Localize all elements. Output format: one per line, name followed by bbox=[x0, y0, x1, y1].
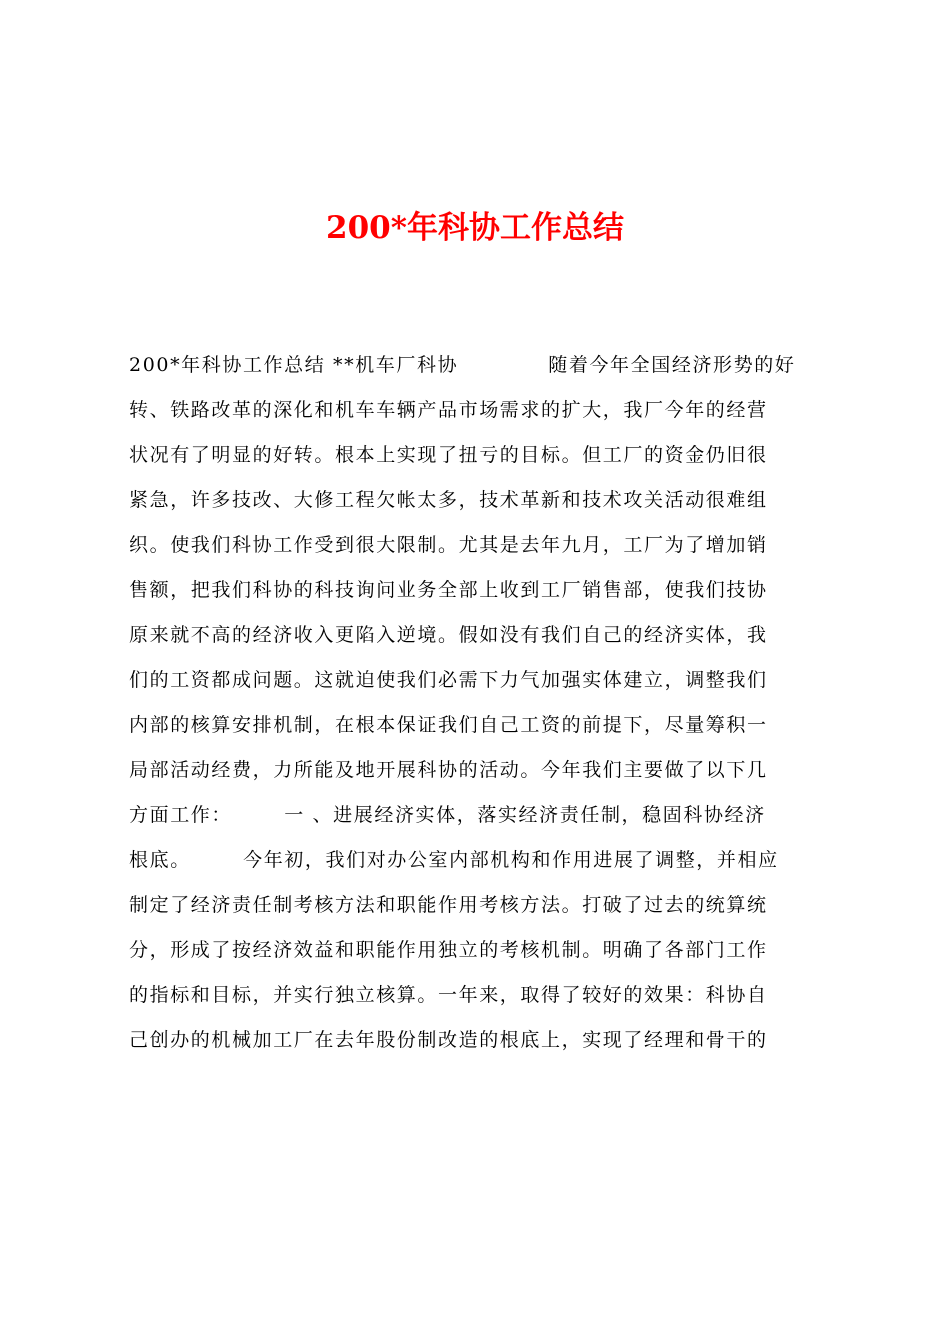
body-line: 转、铁路改革的深化和机车车辆产品市场需求的扩大，我厂今年的经营 bbox=[129, 399, 768, 421]
body-line: 局部活动经费，力所能及地开展科协的活动。今年我们主要做了以下几 bbox=[129, 759, 768, 781]
body-line: 200*年科协工作总结 **机车厂科协 随着今年全国经济形势的好 bbox=[129, 354, 796, 376]
body-line: 售额，把我们科协的科技询问业务全部上收到工厂销售部，使我们技协 bbox=[129, 579, 768, 601]
body-line: 根底。 今年初，我们对办公室内部机构和作用进展了调整，并相应 bbox=[129, 849, 779, 871]
body-line: 制定了经济责任制考核方法和职能作用考核方法。打破了过去的统算统 bbox=[129, 894, 768, 916]
body-line: 己创办的机械加工厂在去年股份制改造的根底上，实现了经理和骨干的 bbox=[129, 1029, 768, 1051]
body-line: 分，形成了按经济效益和职能作用独立的考核机制。明确了各部门工作 bbox=[129, 939, 768, 961]
body-line: 紧急，许多技改、大修工程欠帐太多，技术革新和技术攻关活动很难组 bbox=[129, 489, 768, 511]
document-title: 200*年科协工作总结 bbox=[326, 210, 624, 246]
body-line: 内部的核算安排机制，在根本保证我们自己工资的前提下，尽量筹积一 bbox=[129, 714, 768, 736]
body-line: 们的工资都成问题。这就迫使我们必需下力气加强实体建立，调整我们 bbox=[129, 669, 768, 691]
document-body bbox=[129, 343, 829, 1063]
body-line: 的指标和目标，并实行独立核算。一年来，取得了较好的效果：科协自 bbox=[129, 984, 768, 1006]
body-line: 方面工作： 一 、进展经济实体，落实经济责任制，稳固科协经济 bbox=[129, 804, 766, 826]
body-line: 织。使我们科协工作受到很大限制。尤其是去年九月，工厂为了增加销 bbox=[129, 534, 768, 556]
body-line: 原来就不高的经济收入更陷入逆境。假如没有我们自己的经济实体，我 bbox=[129, 624, 768, 646]
body-line: 状况有了明显的好转。根本上实现了扭亏的目标。但工厂的资金仍旧很 bbox=[129, 444, 768, 466]
